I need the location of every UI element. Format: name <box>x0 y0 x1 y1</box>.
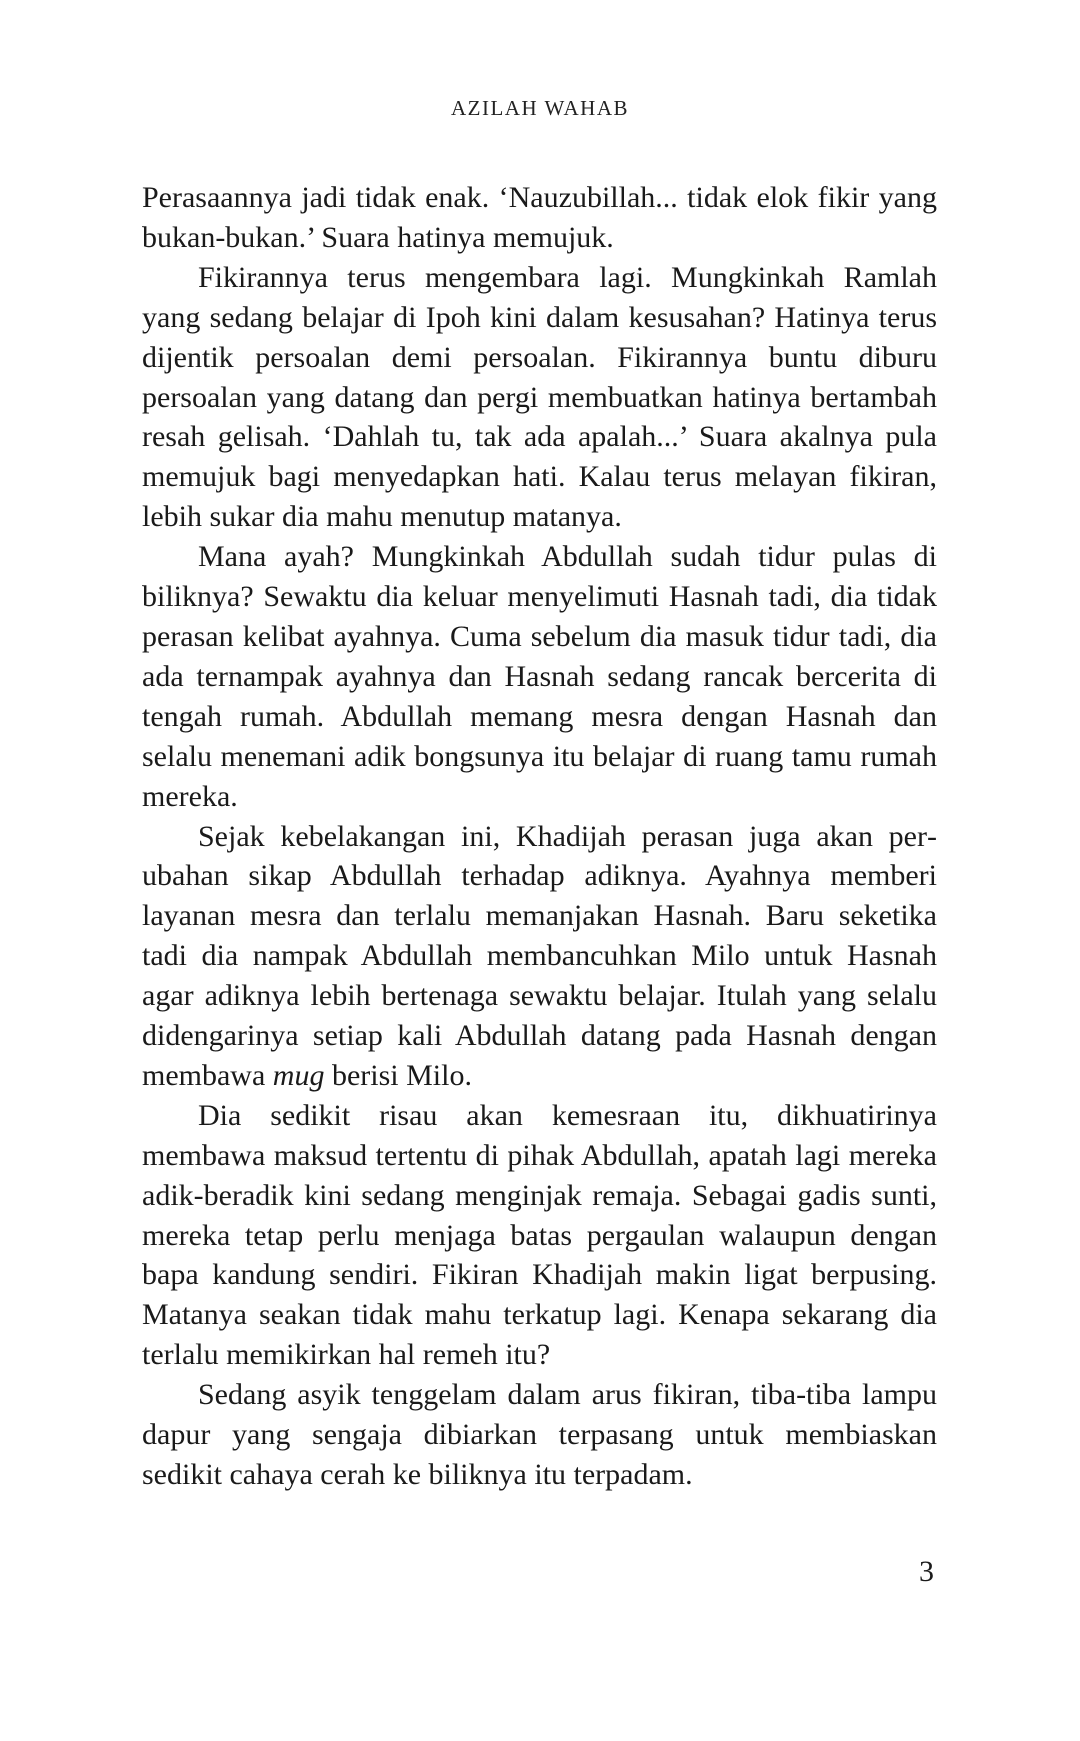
paragraph-5: Dia sedikit risau akan kemesraan itu, dikhuatirinya membawa maksud tertentu di pihak Abdullah, apatah lagi mereka adik-beradik kini sedang menginjak remaja. Sebagai gadis sunti, mereka tetap perlu menjaga batas pergaulan walaupun dengan bapa kandung sendiri. Fikiran Khadijah makin ligat berpusing. Matanya seakan tidak mahu terkatup lagi. Kenapa sekarang dia terlalu memikirkan hal remeh itu? <box>142 1098 937 1372</box>
italic-word: mug <box>272 1058 325 1092</box>
page-number: 3 <box>919 1555 934 1588</box>
paragraph-3: Mana ayah? Mungkinkah Abdullah sudah tidur pulas di biliknya? Sewaktu dia keluar menyelimuti Hasnah tadi, dia tidak perasan kelibat ayahnya. Cuma sebelum dia masuk tidur tadi, dia ada ternampak ayahnya dan Hasnah sedang rancak bercerita di tengah rumah. Abdullah memang mesra dengan Hasnah dan selalu menemani adik bongsunya itu belajar di ruang tamu rumah mereka. <box>142 540 937 813</box>
paragraph-4-text: Sejak kebelakangan ini, Khadijah perasan juga akan perubahan sikap Abdullah terhadap adiknya. Ayahnya memberi layanan mesra dan terlalu memanjakan Hasnah. Baru seketika tadi dia nampak Abdullah membancuhkan Milo untuk Hasnah agar adiknya lebih bertenaga sewaktu belajar. Itulah yang selalu didengarinya setiap kali Abdullah datang pada Hasnah dengan membawa <box>142 819 937 1092</box>
paragraph-4 <box>142 817 937 1096</box>
body-text <box>142 178 937 1495</box>
paragraph-6: Sedang asyik tenggelam dalam arus fikiran, tiba-tiba lampu dapur yang sengaja dibiarkan terpasang untuk membiaskan sedikit cahaya cerah ke biliknya itu terpadam. <box>142 1378 937 1491</box>
paragraph-4-end: berisi Milo. <box>324 1058 472 1092</box>
running-head: AZILAH WAHAB <box>450 96 629 120</box>
paragraph-1: Perasaannya jadi tidak enak. ‘Nauzubillah... tidak elok fikir yang bukan-bukan.’ Suara hatinya memujuk. <box>142 181 937 254</box>
paragraph-2: Fikirannya terus mengembara lagi. Mungkinkah Ramlah yang sedang belajar di Ipoh kini dalam kesusahan? Hatinya terus dijentik persoalan demi persoalan. Fikirannya buntu diburu persoalan yang datang dan pergi membuatkan hatinya bertambah resah gelisah. ‘Dahlah tu, tak ada apalah...’ Suara akalnya pula memujuk bagi menyedapkan hati. Kalau terus melayan fikiran, lebih sukar dia mahu menutup matanya. <box>142 260 937 534</box>
